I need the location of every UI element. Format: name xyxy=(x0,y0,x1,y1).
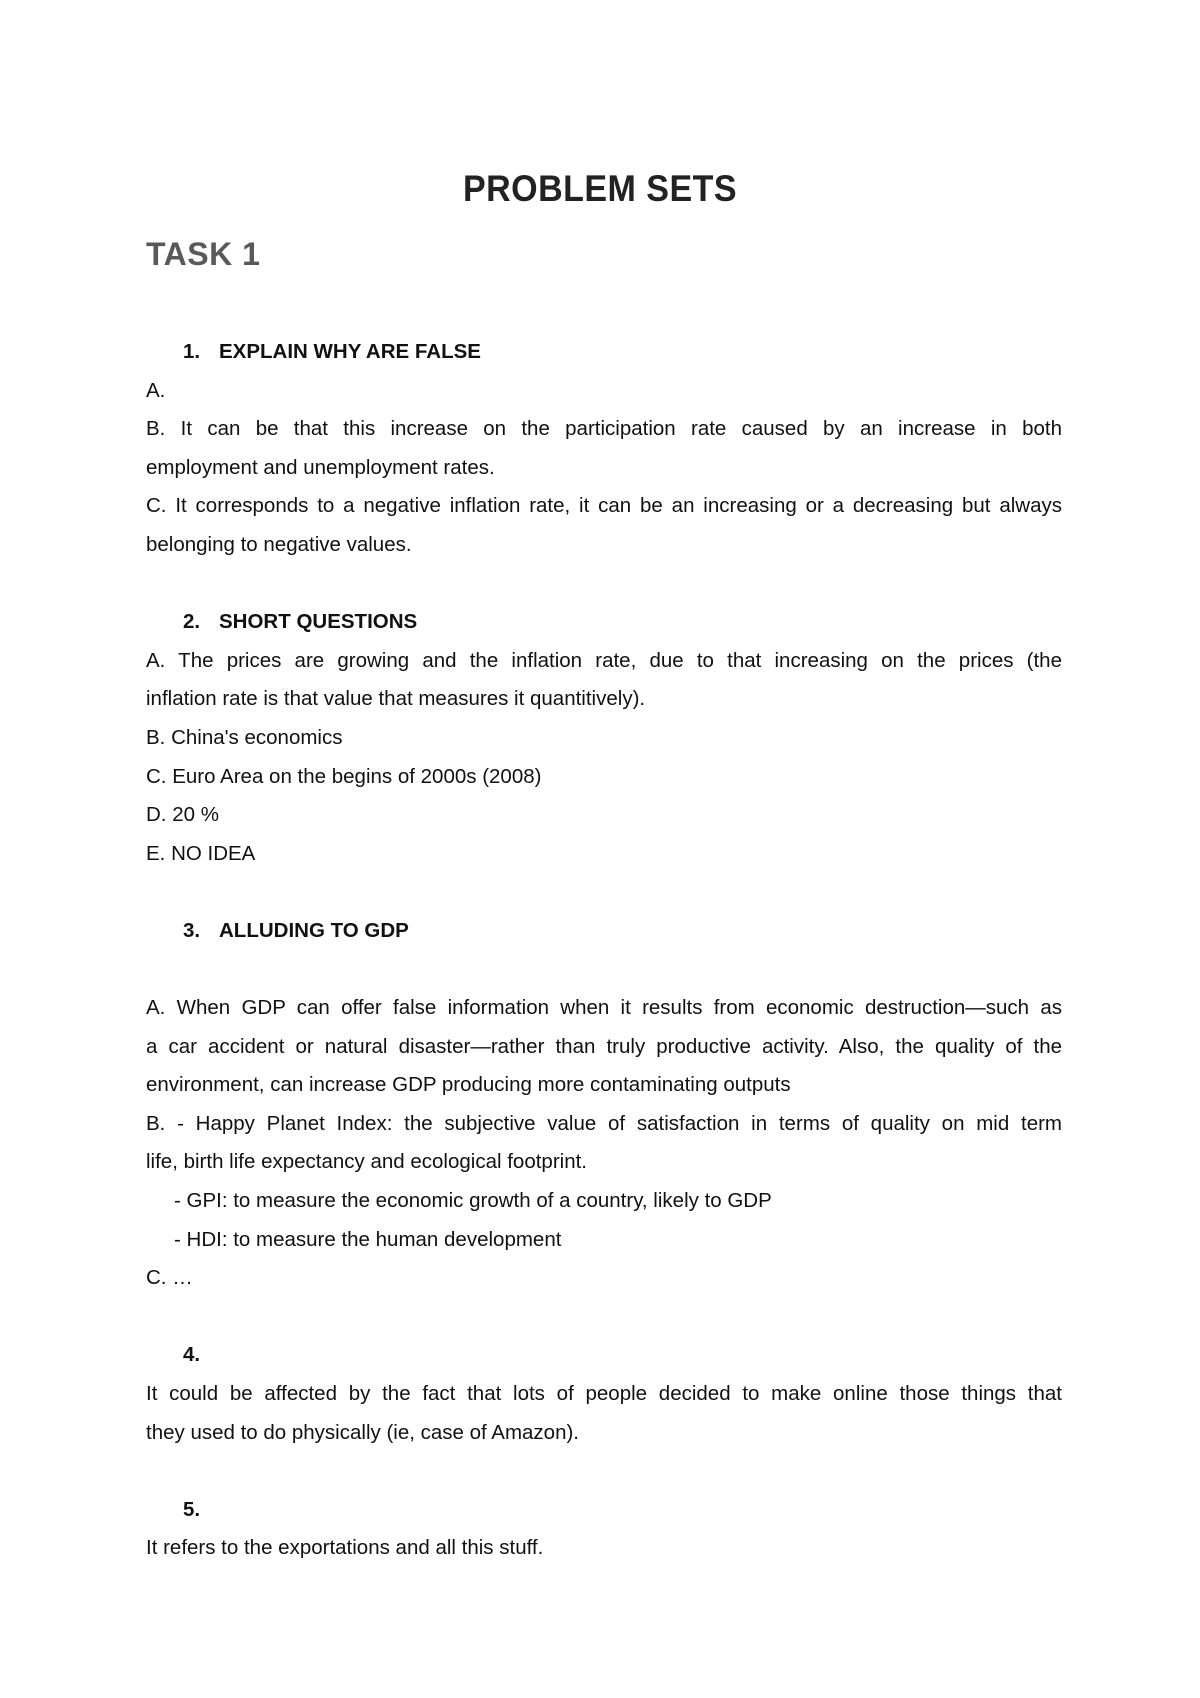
section-5-heading xyxy=(146,1491,1062,1530)
spacer xyxy=(146,873,1062,912)
paragraph-line: life, birth life expectancy and ecological footprint. xyxy=(146,1150,588,1174)
paragraph-line: A. The prices are growing and the inflation rate, due to that increasing on the prices (the xyxy=(146,648,1062,672)
section-number: 4. xyxy=(183,1343,201,1367)
paragraph-line: - HDI: to measure the human development xyxy=(174,1227,562,1251)
spacer xyxy=(146,951,1062,990)
paragraph-line: employment and unemployment rates. xyxy=(146,455,495,479)
paragraph-line: C. It corresponds to a negative inflation rate, it can be an increasing or a decreasing but always xyxy=(146,494,1062,518)
task-heading: TASK 1 xyxy=(146,236,261,272)
section-4-heading xyxy=(146,1336,1062,1375)
paragraph-line: It refers to the exportations and all this stuff. xyxy=(146,1536,544,1560)
page-title: PROBLEM SETS xyxy=(462,168,738,209)
document-body xyxy=(146,333,1062,1568)
paragraph-line: inflation rate is that value that measures it quantitively). xyxy=(146,687,646,711)
paragraph-line: B. It can be that this increase on the participation rate caused by an increase in both xyxy=(146,417,1062,441)
paragraph-line: environment, can increase GDP producing more contaminating outputs xyxy=(146,1073,791,1097)
paragraph-line: belonging to negative values. xyxy=(146,532,412,556)
paragraph-line: C. … xyxy=(146,1266,193,1290)
paragraph-line: C. Euro Area on the begins of 2000s (2008) xyxy=(146,764,542,788)
section-number: 3. xyxy=(183,918,201,942)
section-3-heading xyxy=(146,912,1062,951)
section-2-heading xyxy=(146,603,1062,642)
section-title: SHORT QUESTIONS xyxy=(219,610,418,634)
section-1-heading xyxy=(146,333,1062,372)
paragraph-line: It could be affected by the fact that lots of people decided to make online those things that xyxy=(146,1382,1062,1406)
paragraph-line: - GPI: to measure the economic growth of a country, likely to GDP xyxy=(174,1189,772,1213)
paragraph-line: a car accident or natural disaster—rather than truly productive activity. Also, the quality of the xyxy=(146,1034,1062,1058)
paragraph-line: D. 20 % xyxy=(146,803,219,827)
paragraph-line: B. China's economics xyxy=(146,725,343,749)
paragraph-line: B. - Happy Planet Index: the subjective value of satisfaction in terms of quality on mid term xyxy=(146,1111,1062,1135)
paragraph-line: A. xyxy=(146,378,166,402)
paragraph-line: A. When GDP can offer false information when it results from economic destruction—such as xyxy=(146,996,1062,1020)
spacer xyxy=(146,565,1062,604)
spacer xyxy=(146,1452,1062,1491)
section-title: EXPLAIN WHY ARE FALSE xyxy=(219,340,481,363)
section-number: 1. xyxy=(183,340,201,363)
section-number: 5. xyxy=(183,1497,201,1521)
spacer xyxy=(146,1298,1062,1337)
paragraph-line: they used to do physically (ie, case of Amazon). xyxy=(146,1420,580,1444)
paragraph-line: E. NO IDEA xyxy=(146,841,256,865)
section-number: 2. xyxy=(183,610,201,634)
section-title: ALLUDING TO GDP xyxy=(219,918,409,942)
